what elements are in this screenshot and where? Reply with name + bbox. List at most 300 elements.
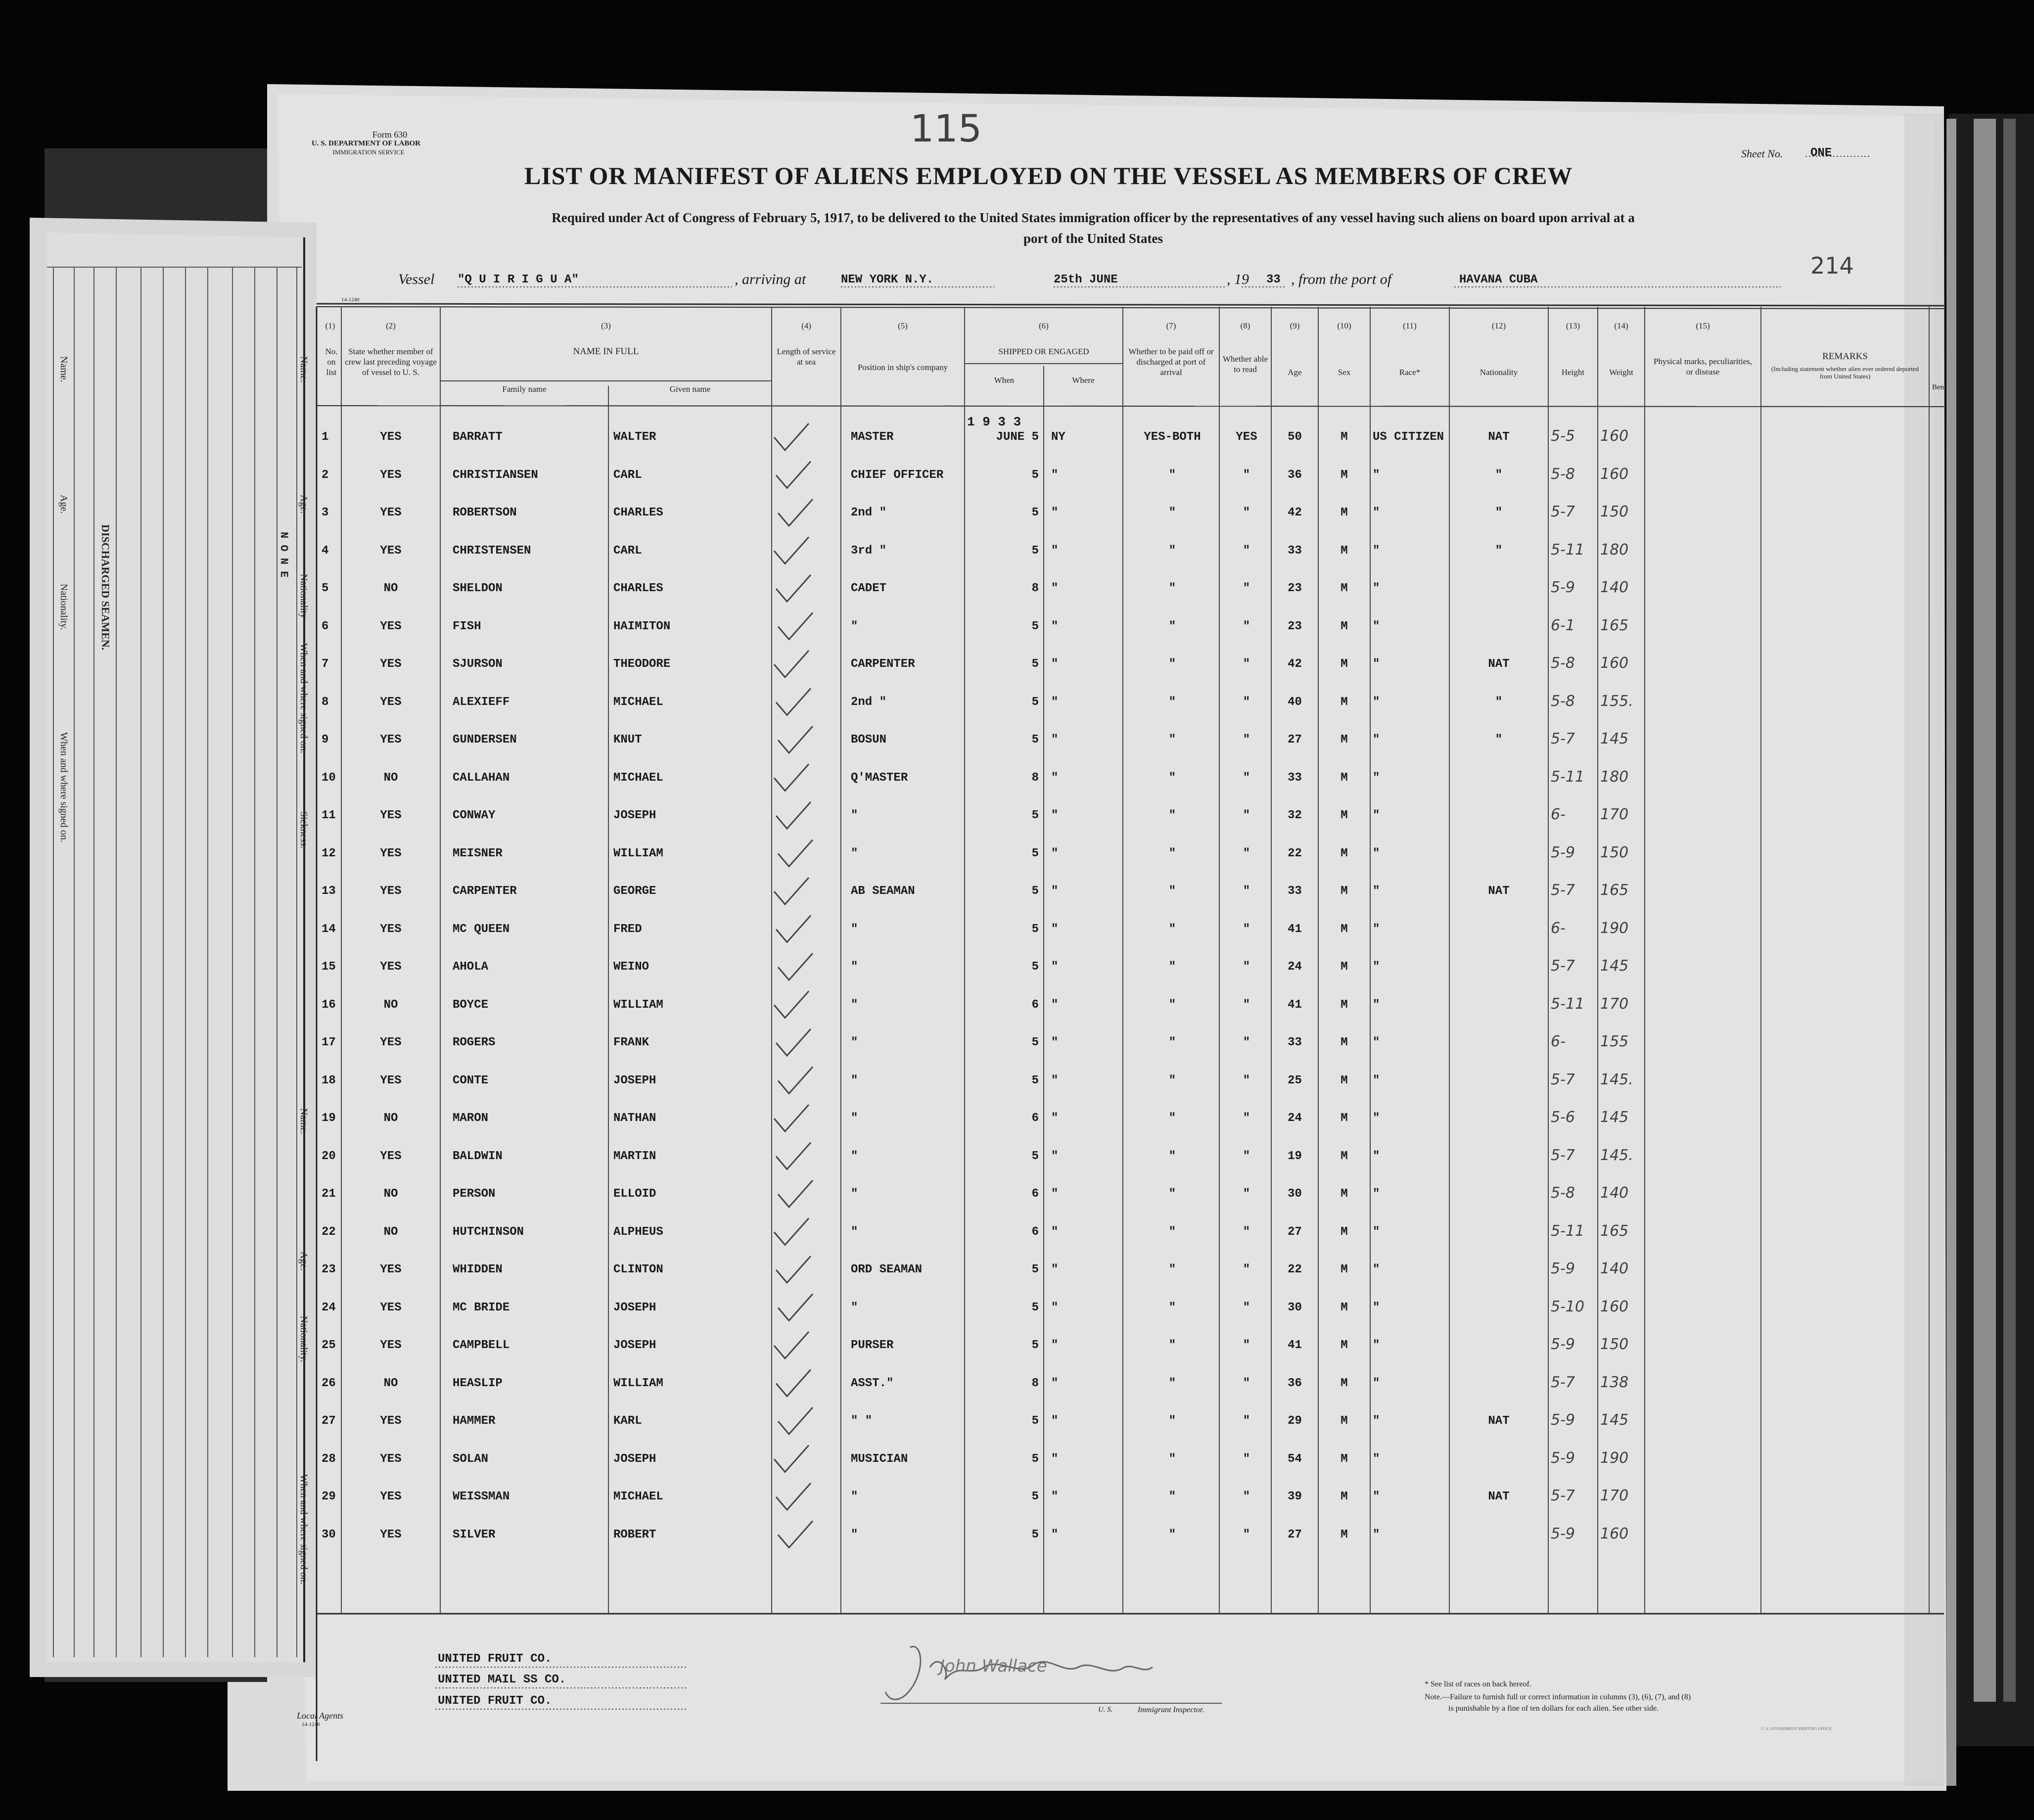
cell-prev: NO <box>383 582 398 595</box>
cell-where: " <box>1051 1376 1059 1390</box>
from-port: HAVANA CUBA <box>1459 273 1538 286</box>
cell-prev: NO <box>383 998 398 1012</box>
cell-sex: M <box>1341 582 1348 595</box>
cell-position: " <box>851 1301 858 1314</box>
cell-age: 33 <box>1288 885 1302 898</box>
cell-position: " <box>851 1149 858 1163</box>
cell-age: 54 <box>1288 1452 1302 1466</box>
cell-weight: 160 <box>1600 654 1629 672</box>
cell-position: " <box>851 619 858 633</box>
cell-given: CHARLES <box>613 506 663 519</box>
cell-height: 5-9 <box>1551 579 1575 596</box>
col-header-weight: Weight <box>1609 368 1633 377</box>
col-header-able-to-read: Whether able to read <box>1222 354 1268 374</box>
cell-no: 16 <box>322 998 336 1012</box>
cell-weight: 140 <box>1600 1260 1629 1277</box>
cell-nat: NAT <box>1488 1414 1510 1428</box>
cell-no: 1 <box>322 430 329 444</box>
cell-read: " <box>1243 771 1250 785</box>
cell-race: " <box>1373 846 1380 860</box>
cell-position: ASST." <box>851 1376 894 1390</box>
col-num-10: (10) <box>1337 321 1351 330</box>
cell-family: CAMPBELL <box>453 1339 510 1352</box>
cell-read: " <box>1243 1073 1250 1087</box>
col-num-8: (8) <box>1240 321 1250 330</box>
cell-no: 13 <box>322 885 336 898</box>
year-label: , 19 <box>1227 271 1249 287</box>
cell-age: 24 <box>1288 960 1302 974</box>
cell-when: 5 <box>1031 544 1039 558</box>
cell-when: 5 <box>1031 1528 1039 1541</box>
stub-discharged-label: DISCHARGED SEAMEN. <box>99 524 112 651</box>
col-header-when: When <box>994 375 1015 385</box>
cell-sex: M <box>1341 960 1348 974</box>
cell-family: ROGERS <box>453 1036 496 1049</box>
cell-given: KARL <box>613 1414 642 1428</box>
cell-sex: M <box>1341 619 1348 633</box>
cell-where: NY <box>1051 430 1065 444</box>
cell-height: 5-7 <box>1551 503 1575 520</box>
cell-prev: NO <box>383 1225 398 1239</box>
local-agents-label: Local Agents <box>297 1711 344 1721</box>
cell-family: PERSON <box>453 1187 496 1201</box>
from-port-label: , from the port of <box>1291 271 1392 287</box>
cell-where: " <box>1051 998 1059 1012</box>
cell-height: 5-9 <box>1551 1336 1575 1353</box>
cell-race: " <box>1373 1112 1380 1125</box>
cell-read: " <box>1243 1339 1250 1352</box>
cell-weight: 170 <box>1600 1487 1629 1504</box>
cell-when: 5 <box>1031 1339 1039 1352</box>
handwritten-page-number: 115 <box>910 106 982 150</box>
cell-when: 5 <box>1031 1452 1039 1466</box>
cell-height: 5-11 <box>1551 995 1585 1013</box>
cell-no: 26 <box>322 1376 336 1390</box>
cell-where: " <box>1051 1452 1059 1466</box>
cell-sex: M <box>1341 885 1348 898</box>
cell-position: " <box>851 960 858 974</box>
footnote-penalty-2: is punishable by a fine of ten dollars for each alien. See other side. <box>1448 1704 1659 1713</box>
vessel-name: "Q U I R I G U A" <box>458 273 579 286</box>
cell-given: ALPHEUS <box>613 1225 663 1239</box>
cell-age: 24 <box>1288 1112 1302 1125</box>
cell-no: 29 <box>322 1490 336 1503</box>
cell-sex: M <box>1341 1225 1348 1239</box>
cell-height: 6-1 <box>1551 616 1575 634</box>
form-code: 14-1240 <box>341 297 360 303</box>
cell-prev: YES <box>380 468 402 482</box>
cell-height: 5-8 <box>1551 654 1575 672</box>
cell-height: 6- <box>1551 1033 1566 1050</box>
cell-given: CARL <box>613 544 642 558</box>
cell-paid: " <box>1168 1490 1176 1503</box>
cell-height: 6- <box>1551 919 1566 937</box>
cell-height: 5-9 <box>1551 1411 1575 1429</box>
cell-race: US CITIZEN <box>1373 430 1444 444</box>
cell-race: " <box>1373 619 1380 633</box>
cell-position: CHIEF OFFICER <box>851 468 944 482</box>
cell-no: 23 <box>322 1263 336 1276</box>
cell-age: 36 <box>1288 468 1302 482</box>
cell-when: 6 <box>1031 998 1039 1012</box>
cell-weight: 160 <box>1600 1298 1629 1315</box>
cell-sex: M <box>1341 1452 1348 1466</box>
cell-prev: YES <box>380 619 402 633</box>
col-header-height: Height <box>1561 368 1585 377</box>
cell-family: BARRATT <box>453 430 503 444</box>
cell-sex: M <box>1341 1187 1348 1201</box>
cell-read: " <box>1243 582 1250 595</box>
cell-race: " <box>1373 1149 1380 1163</box>
cell-family: MARON <box>453 1112 489 1125</box>
col-num-1: (1) <box>325 321 335 330</box>
cell-weight: 165 <box>1600 1222 1629 1240</box>
cell-family: CHRISTIANSEN <box>453 468 538 482</box>
cell-where: " <box>1051 960 1059 974</box>
cell-given: WALTER <box>613 430 656 444</box>
cell-family: CHRISTENSEN <box>453 544 531 558</box>
stub-nationality-label: Nationality. <box>58 584 69 630</box>
cell-race: " <box>1373 998 1380 1012</box>
cell-no: 8 <box>322 695 329 709</box>
cell-where: " <box>1051 1414 1059 1428</box>
col-header-ben: Ben <box>1932 383 1944 391</box>
cell-where: " <box>1051 846 1059 860</box>
cell-when: JUNE 5 <box>996 430 1039 444</box>
cell-family: FISH <box>453 619 481 633</box>
cell-height: 5-9 <box>1551 1449 1575 1467</box>
cell-given: HAIMITON <box>613 619 671 633</box>
col-header-remarks: REMARKS <box>1822 351 1868 362</box>
cell-paid: " <box>1168 1149 1176 1163</box>
col-header-previous-voyage: State whether member of crew last preceding voyage of vessel to U. S. <box>345 347 437 377</box>
cell-race: " <box>1373 1376 1380 1390</box>
cell-when: 6 <box>1031 1112 1039 1125</box>
arriving-label: , arriving at <box>735 271 806 287</box>
cell-paid: " <box>1168 922 1176 936</box>
col-num-3: (3) <box>601 321 611 330</box>
cell-paid: " <box>1168 1263 1176 1276</box>
cell-sex: M <box>1341 809 1348 822</box>
cell-family: ALEXIEFF <box>453 695 510 709</box>
cell-no: 11 <box>322 809 336 822</box>
cell-when: 5 <box>1031 922 1039 936</box>
cell-given: MICHAEL <box>613 1490 663 1503</box>
cell-family: HEASLIP <box>453 1376 503 1390</box>
cell-race: " <box>1373 1528 1380 1541</box>
cell-weight: 145 <box>1600 957 1629 975</box>
cell-when: 6 <box>1031 1225 1039 1239</box>
col-header-physical-marks: Physical marks, peculiarities, or disease <box>1653 357 1753 376</box>
col-num-12: (12) <box>1491 321 1506 330</box>
agent-line-1: UNITED FRUIT CO. <box>438 1652 552 1666</box>
cell-read: " <box>1243 960 1250 974</box>
cell-family: BALDWIN <box>453 1149 503 1163</box>
cell-weight: 165 <box>1600 616 1629 634</box>
cell-where: " <box>1051 506 1059 519</box>
cell-weight: 180 <box>1600 541 1629 559</box>
cell-weight: 145 <box>1600 1109 1629 1126</box>
cell-family: CARPENTER <box>453 885 517 898</box>
sheet-value: ONE <box>1810 146 1832 160</box>
sheet-label: Sheet No. <box>1741 147 1783 160</box>
cell-read: " <box>1243 1225 1250 1239</box>
cell-where: " <box>1051 657 1059 671</box>
col-header-position: Position in ship's company <box>857 363 948 372</box>
cell-weight: 150 <box>1600 503 1629 520</box>
cell-given: ROBERT <box>613 1528 656 1541</box>
cell-age: 22 <box>1288 1263 1302 1276</box>
cell-position: Q'MASTER <box>851 771 908 785</box>
cell-weight: 145. <box>1600 1146 1633 1164</box>
cell-given: WEINO <box>613 960 649 974</box>
cell-paid: " <box>1168 695 1176 709</box>
cell-prev: YES <box>380 1414 402 1428</box>
cell-where: " <box>1051 1528 1059 1541</box>
cell-no: 20 <box>322 1149 336 1163</box>
cell-no: 18 <box>322 1073 336 1087</box>
col-header-no: No. on list <box>325 347 338 377</box>
arrival-year: 33 <box>1266 273 1281 286</box>
cell-sex: M <box>1341 1339 1348 1352</box>
cell-family: MEISNER <box>453 846 503 860</box>
cell-age: 42 <box>1288 506 1302 519</box>
cell-position: MASTER <box>851 430 894 444</box>
cell-position: MUSICIAN <box>851 1452 908 1466</box>
cell-no: 21 <box>322 1187 336 1201</box>
cell-height: 5-7 <box>1551 730 1575 747</box>
cell-where: " <box>1051 1225 1059 1239</box>
col-header-where: Where <box>1072 375 1095 385</box>
cell-read: " <box>1243 1187 1250 1201</box>
cell-read: " <box>1243 1376 1250 1390</box>
cell-prev: YES <box>380 1490 402 1503</box>
agent-line-3: UNITED FRUIT CO. <box>438 1694 552 1708</box>
cell-height: 5-7 <box>1551 882 1575 899</box>
cell-age: 33 <box>1288 771 1302 785</box>
cell-paid: " <box>1168 1187 1176 1201</box>
cell-paid: " <box>1168 1073 1176 1087</box>
col-num-9: (9) <box>1290 321 1300 330</box>
cell-read: " <box>1243 506 1250 519</box>
cell-age: 41 <box>1288 1339 1302 1352</box>
cell-read: " <box>1243 1036 1250 1049</box>
cell-given: GEORGE <box>613 885 656 898</box>
col-num-11: (11) <box>1403 321 1417 330</box>
cell-height: 5-7 <box>1551 1071 1575 1088</box>
cell-no: 10 <box>322 771 336 785</box>
cell-prev: NO <box>383 1187 398 1201</box>
col-header-paid-off: Whether to be paid off or discharged at port of arrival <box>1128 347 1214 377</box>
cell-weight: 170 <box>1600 995 1629 1013</box>
cell-prev: YES <box>380 846 402 860</box>
cell-height: 5-11 <box>1551 768 1585 786</box>
cell-weight: 140 <box>1600 1184 1629 1202</box>
cell-given: JOSEPH <box>613 1073 656 1087</box>
cell-paid: " <box>1168 582 1176 595</box>
col-num-5: (5) <box>898 321 908 330</box>
cell-race: " <box>1373 1452 1380 1466</box>
stub-back-nationality: Nationality <box>298 574 309 618</box>
cell-age: 36 <box>1288 1376 1302 1390</box>
cell-given: JOSEPH <box>613 809 656 822</box>
cell-given: NATHAN <box>613 1112 656 1125</box>
cell-age: 41 <box>1288 998 1302 1012</box>
cell-prev: YES <box>380 809 402 822</box>
cell-read: " <box>1243 733 1250 747</box>
cell-race: " <box>1373 1187 1380 1201</box>
cell-no: 4 <box>322 544 329 558</box>
cell-paid: " <box>1168 1301 1176 1314</box>
cell-nat: NAT <box>1488 657 1510 671</box>
cell-where: " <box>1051 1339 1059 1352</box>
cell-height: 5-8 <box>1551 465 1575 483</box>
cell-when: 5 <box>1031 506 1039 519</box>
cell-sex: M <box>1341 1528 1348 1541</box>
cell-sex: M <box>1341 846 1348 860</box>
cell-no: 22 <box>322 1225 336 1239</box>
cell-weight: 155. <box>1600 692 1633 710</box>
cell-position: " <box>851 846 858 860</box>
cell-race: " <box>1373 885 1380 898</box>
cell-height: 5-10 <box>1551 1298 1585 1315</box>
col-header-remarks-note: (Including statement whether alien ever ordered deported from United States) <box>1771 365 1919 380</box>
cell-where: " <box>1051 1112 1059 1125</box>
cell-sex: M <box>1341 922 1348 936</box>
cell-when: 5 <box>1031 1301 1039 1314</box>
department-label: U. S. DEPARTMENT OF LABOR <box>311 140 421 147</box>
cell-when: 5 <box>1031 468 1039 482</box>
cell-family: MC BRIDE <box>453 1301 510 1314</box>
cell-no: 28 <box>322 1452 336 1466</box>
cell-weight: 190 <box>1600 1449 1629 1467</box>
cell-where: " <box>1051 771 1059 785</box>
cell-nat: NAT <box>1488 1490 1510 1503</box>
cell-paid: " <box>1168 506 1176 519</box>
cell-prev: YES <box>380 1073 402 1087</box>
cell-weight: 145 <box>1600 730 1629 747</box>
cell-age: 23 <box>1288 582 1302 595</box>
cell-given: WILLIAM <box>613 846 663 860</box>
cell-race: " <box>1373 771 1380 785</box>
cell-prev: YES <box>380 733 402 747</box>
cell-read: " <box>1243 657 1250 671</box>
cell-weight: 160 <box>1600 427 1629 445</box>
cell-family: SILVER <box>453 1528 496 1541</box>
cell-sex: M <box>1341 1073 1348 1087</box>
shipped-year: 1 9 3 3 <box>967 415 1021 429</box>
cell-where: " <box>1051 1263 1059 1276</box>
cell-age: 27 <box>1288 1225 1302 1239</box>
cell-paid: " <box>1168 809 1176 822</box>
cell-sex: M <box>1341 1414 1348 1428</box>
cell-age: 50 <box>1288 430 1302 444</box>
cell-when: 8 <box>1031 1376 1039 1390</box>
cell-position: " <box>851 922 858 936</box>
cell-race: " <box>1373 1225 1380 1239</box>
cell-given: WILLIAM <box>613 998 663 1012</box>
cell-position: " <box>851 1490 858 1503</box>
cell-paid: " <box>1168 733 1176 747</box>
cell-where: " <box>1051 1187 1059 1201</box>
cell-no: 24 <box>322 1301 336 1314</box>
cell-when: 5 <box>1031 1036 1039 1049</box>
cell-when: 5 <box>1031 1490 1039 1503</box>
cell-family: GUNDERSEN <box>453 733 517 747</box>
cell-when: 5 <box>1031 1073 1039 1087</box>
cell-given: FRED <box>613 922 642 936</box>
cell-sex: M <box>1341 733 1348 747</box>
cell-when: 5 <box>1031 809 1039 822</box>
cell-race: " <box>1373 506 1380 519</box>
cell-paid: " <box>1168 771 1176 785</box>
cell-weight: 150 <box>1600 1336 1629 1353</box>
cell-height: 5-8 <box>1551 692 1575 710</box>
cell-race: " <box>1373 544 1380 558</box>
cell-age: 25 <box>1288 1073 1302 1087</box>
cell-height: 5-9 <box>1551 1260 1575 1277</box>
cell-position: " <box>851 1225 858 1239</box>
cell-read: " <box>1243 619 1250 633</box>
printer-mark: U. S. GOVERNMENT PRINTING OFFICE <box>1761 1727 1832 1731</box>
cell-read: " <box>1243 1452 1250 1466</box>
cell-where: " <box>1051 1149 1059 1163</box>
cell-no: 12 <box>322 846 336 860</box>
cell-race: " <box>1373 657 1380 671</box>
cell-age: 30 <box>1288 1301 1302 1314</box>
cell-position: " <box>851 809 858 822</box>
cell-family: WHIDDEN <box>453 1263 503 1276</box>
cell-paid: " <box>1168 846 1176 860</box>
col-header-sex: Sex <box>1338 368 1351 377</box>
cell-height: 5-6 <box>1551 1109 1575 1126</box>
cell-height: 5-8 <box>1551 1184 1575 1202</box>
cell-paid: " <box>1168 1452 1176 1466</box>
cell-where: " <box>1051 1036 1059 1049</box>
cell-when: 8 <box>1031 771 1039 785</box>
cell-read: " <box>1243 468 1250 482</box>
cell-family: SJURSON <box>453 657 503 671</box>
cell-when: 5 <box>1031 695 1039 709</box>
cell-position: 2nd " <box>851 695 887 709</box>
cell-height: 5-7 <box>1551 1373 1575 1391</box>
cell-prev: NO <box>383 1376 398 1390</box>
cell-position: " <box>851 1187 858 1201</box>
arrival-port: NEW YORK N.Y. <box>841 273 934 286</box>
cell-when: 5 <box>1031 733 1039 747</box>
cell-age: 42 <box>1288 657 1302 671</box>
cell-read: " <box>1243 809 1250 822</box>
cell-position: " <box>851 1528 858 1541</box>
page-title: LIST OR MANIFEST OF ALIENS EMPLOYED ON THE VESSEL AS MEMBERS OF CREW <box>524 162 1573 189</box>
cell-age: 22 <box>1288 846 1302 860</box>
cell-position: AB SEAMAN <box>851 885 915 898</box>
cell-age: 30 <box>1288 1187 1302 1201</box>
cell-where: " <box>1051 885 1059 898</box>
stub-age-label-2: Age. <box>298 1252 309 1271</box>
cell-no: 5 <box>322 582 329 595</box>
cell-where: " <box>1051 695 1059 709</box>
cell-race: " <box>1373 695 1380 709</box>
subtitle-line-1: Required under Act of Congress of February 5, 1917, to be delivered to the United States immigration officer by the representatives of any vessel having such aliens on board upon arrival at a <box>552 210 1635 225</box>
cell-read: " <box>1243 846 1250 860</box>
cell-when: 5 <box>1031 846 1039 860</box>
cell-read: " <box>1243 998 1250 1012</box>
cell-where: " <box>1051 582 1059 595</box>
cell-age: 27 <box>1288 733 1302 747</box>
cell-read: " <box>1243 1490 1250 1503</box>
cell-race: " <box>1373 809 1380 822</box>
